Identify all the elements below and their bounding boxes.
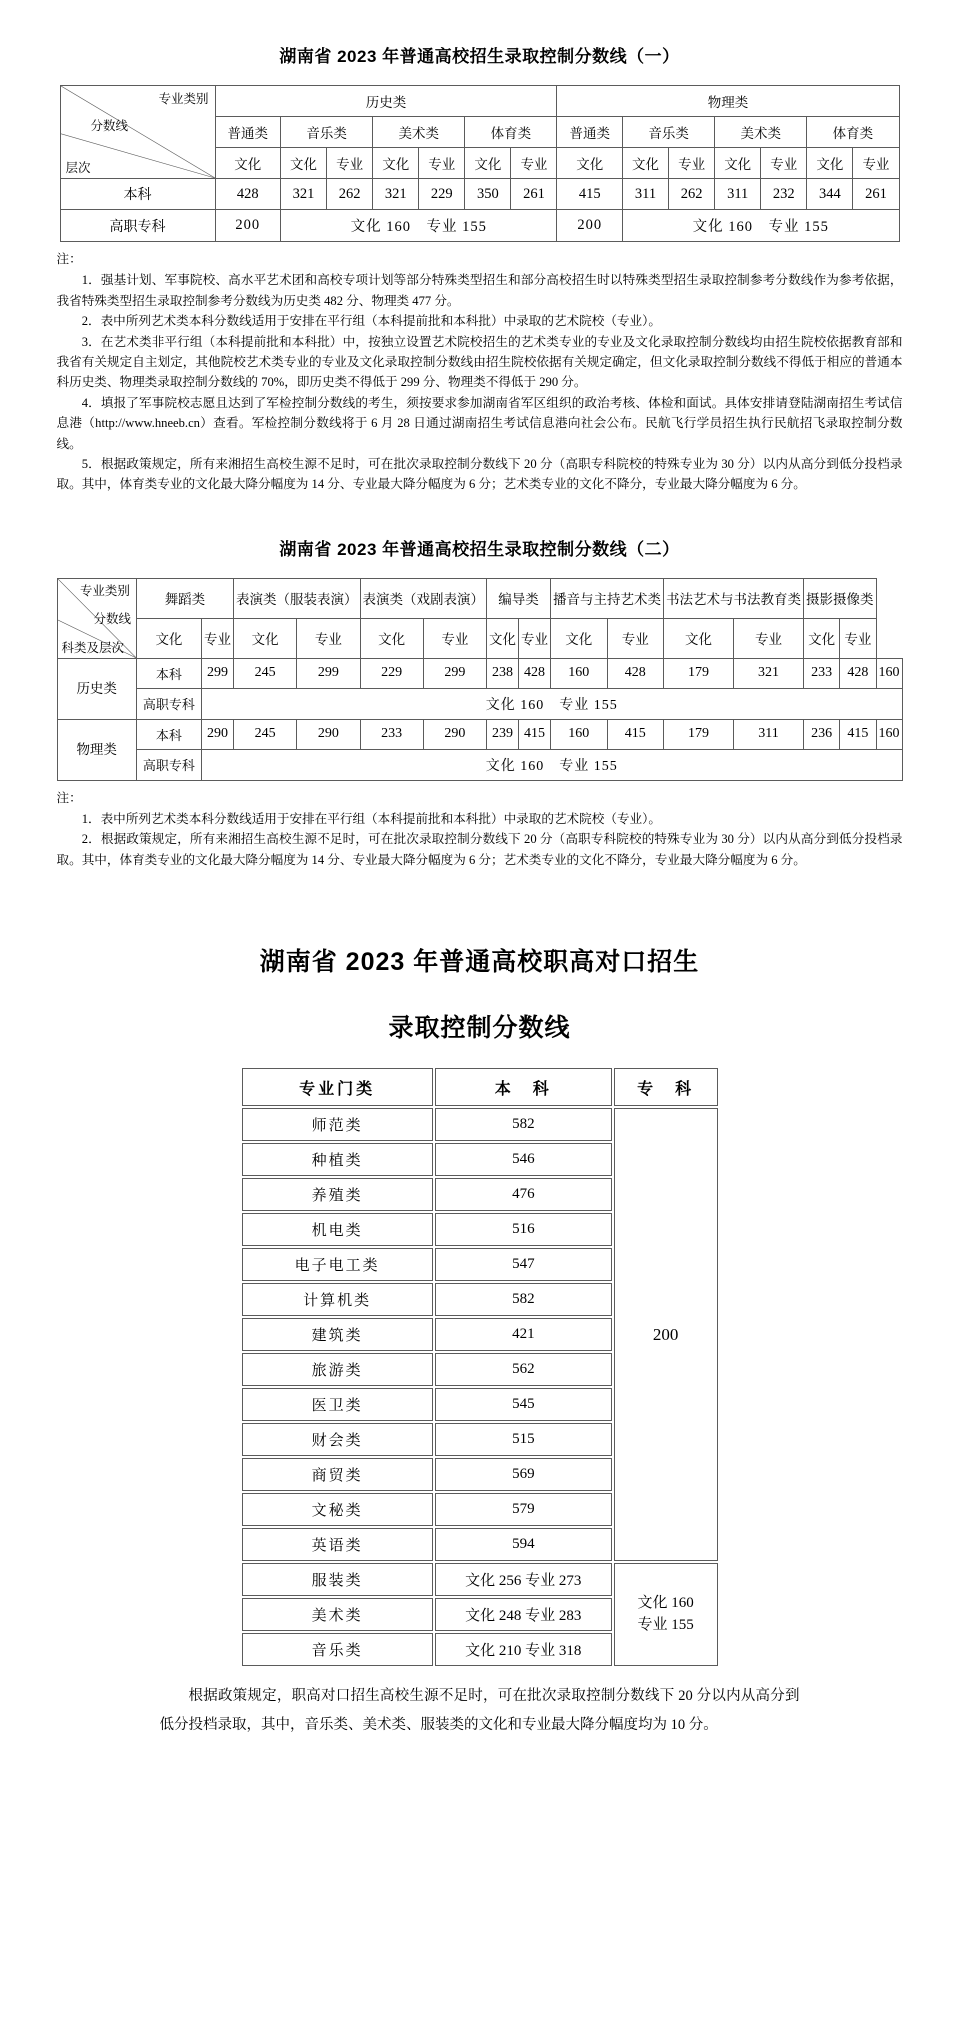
major-category-name: 种植类 (242, 1143, 433, 1176)
table-row (60, 210, 899, 242)
note-item: 4．填报了军事院校志愿且达到了军检控制分数线的考生，须按要求参加湖南省军区组织的政治考核、体检和面试。具体安排请登陆湖南招生考试信息港（http://www.hneeb.cn）查看。军检控制分数线将于 6 月 28 日通过湖南招生考试信息港向社会公布。民航飞行学员招生执行民航招飞录取控制分数线。 (56, 395, 903, 451)
column-subject-header: 专业 (607, 618, 664, 658)
undergraduate-score: 476 (435, 1178, 612, 1211)
score-value: 239 (487, 719, 519, 749)
junior-college-major-score: 专业 155 (637, 1616, 694, 1633)
header-undergraduate: 本 科 (435, 1068, 612, 1106)
note-item: 2．根据政策规定，所有来湘招生高校生源不足时，可在批次录取控制分数线下 20 分（高职专科院校的特殊专业为 30 分）以内从高分到低分投档录取。其中，体育类专业的文化最大降分幅度为 14 分、专业最大降分幅度为 6 分；艺术类专业的文化不降分，专业最大降分幅度为 6 分。 (56, 832, 903, 867)
score-value: 299 (297, 658, 360, 688)
column-subject-header: 专业 (761, 148, 807, 179)
score-value: 428 (215, 179, 281, 210)
table3-final-note (160, 1682, 800, 1740)
column-subject-header: 文化 (281, 148, 327, 179)
score-value: 179 (664, 658, 734, 688)
score-value: 428 (519, 658, 551, 688)
score-value-merged: 200 (557, 210, 623, 242)
row-level-label: 高职专科 (136, 688, 201, 719)
column-subject-header: 文化 (465, 148, 511, 179)
score-value-merged: 文化 160 专业 155 (623, 210, 900, 242)
table-header-row (57, 578, 902, 618)
score-value: 321 (373, 179, 419, 210)
score-value: 160 (551, 658, 608, 688)
score-value: 415 (607, 719, 664, 749)
column-group-header: 书法艺术与书法教育类 (664, 578, 804, 618)
major-category-name: 音乐类 (242, 1633, 433, 1666)
score-value: 245 (234, 658, 297, 688)
score-value: 299 (202, 658, 234, 688)
row-level-label: 本科 (136, 658, 201, 688)
column-subject-header: 专业 (519, 618, 551, 658)
score-value: 344 (807, 179, 853, 210)
table-row (57, 688, 902, 719)
table-row (57, 658, 902, 688)
column-subject-header: 文化 (487, 618, 519, 658)
row-level-label: 本科 (136, 719, 201, 749)
diagonal-header-box (61, 86, 215, 178)
column-subgroup-header: 美术类 (715, 117, 807, 148)
score-value: 415 (557, 179, 623, 210)
corner-label-level: 层次 (65, 161, 91, 175)
undergraduate-score: 562 (435, 1353, 612, 1386)
column-subject-header: 专业 (423, 618, 486, 658)
column-subject-header: 文化 (807, 148, 853, 179)
column-group-header: 表演类（服装表演） (234, 578, 361, 618)
header-major-category: 专业门类 (242, 1068, 433, 1106)
column-subject-header: 专业 (511, 148, 557, 179)
score-value-merged: 文化 160 专业 155 (202, 749, 903, 780)
undergraduate-score: 515 (435, 1423, 612, 1456)
note-item: 3．在艺术类非平行组（本科提前批和本科批）中，按独立设置艺术院校招生的艺术类专业的专业及文化录取控制分数线均由招生院校依据教育部和我省有关规定自主划定，其他院校艺术类专业的专业及文化录取控制分数线由招生院校依据有关规定确定，但文化录取控制分数线不得低于相应的普通本科历史类、物理类录取控制分数线的 70%，即历史类不得低于 299 分、物理类不得低于 290 分。 (56, 334, 903, 390)
score-value: 160 (876, 719, 902, 749)
section-category-label: 物理类 (57, 719, 136, 780)
undergraduate-score: 594 (435, 1528, 612, 1561)
corner-label-major-category: 专业类别 (158, 92, 209, 106)
score-value: 290 (202, 719, 234, 749)
major-category-name: 财会类 (242, 1423, 433, 1456)
note-item: 1．强基计划、军事院校、高水平艺术团和高校专项计划等部分特殊类型招生和部分高校招生时以特殊类型招生录取控制参考分数线作为参考依据，我省特殊类型招生录取控制参考分数线为历史类 482 分、物理类 477 分。 (56, 273, 903, 308)
score-value: 179 (664, 719, 734, 749)
table-row (57, 719, 902, 749)
column-subject-header: 专业 (840, 618, 876, 658)
table-row (57, 749, 902, 780)
undergraduate-score: 文化 210 专业 318 (435, 1633, 612, 1666)
major-category-name: 旅游类 (242, 1353, 433, 1386)
row-level-label: 高职专科 (60, 210, 215, 242)
score-value: 233 (360, 719, 423, 749)
table-row (242, 1108, 718, 1141)
undergraduate-score: 545 (435, 1388, 612, 1421)
major-category-name: 机电类 (242, 1213, 433, 1246)
column-group-header: 历史类 (215, 86, 557, 117)
junior-college-score: 200 (614, 1108, 718, 1561)
major-category-name: 服装类 (242, 1563, 433, 1596)
section-category-label: 历史类 (57, 658, 136, 719)
notes-heading: 注： (56, 790, 82, 805)
table-header-row (57, 618, 902, 658)
column-subject-header: 专业 (734, 618, 804, 658)
note-item: 5．根据政策规定，所有来湘招生高校生源不足时，可在批次录取控制分数线下 20 分（高职专科院校的特殊专业为 30 分）以内从高分到低分投档录取。其中，体育类专业的文化最大降分幅度为 14 分、专业最大降分幅度为 6 分；艺术类专业的文化不降分，专业最大降分幅度为 6 分。 (56, 456, 903, 492)
major-category-name: 电子电工类 (242, 1248, 433, 1281)
score-value: 262 (669, 179, 715, 210)
score-value: 299 (423, 658, 486, 688)
score-value: 160 (551, 719, 608, 749)
column-subgroup-header: 音乐类 (623, 117, 715, 148)
column-group-header: 播音与主持艺术类 (551, 578, 664, 618)
table-row (242, 1563, 718, 1596)
major-category-name: 师范类 (242, 1108, 433, 1141)
score-value: 428 (607, 658, 664, 688)
score-value: 236 (804, 719, 840, 749)
corner-label-major-category: 专业类别 (79, 583, 130, 598)
score-value: 229 (419, 179, 465, 210)
major-category-name: 文秘类 (242, 1493, 433, 1526)
score-value: 232 (761, 179, 807, 210)
junior-college-culture-score: 文化 160 (637, 1595, 694, 1611)
column-subgroup-header: 普通类 (557, 117, 623, 148)
junior-college-score-detail (614, 1563, 718, 1666)
undergraduate-score: 582 (435, 1283, 612, 1316)
column-subgroup-header: 体育类 (465, 117, 557, 148)
table-header-row (60, 86, 899, 117)
score-value: 160 (876, 658, 902, 688)
column-subject-header: 专业 (669, 148, 715, 179)
table2-notes (57, 788, 903, 871)
note-item: 2．表中所列艺术类本科分数线适用于安排在平行组（本科提前批和本科批）中录取的艺术院校（专业）。 (81, 314, 661, 329)
column-subject-header: 文化 (373, 148, 419, 179)
notes-heading: 注： (56, 252, 82, 266)
undergraduate-score: 547 (435, 1248, 612, 1281)
table-header-row (242, 1068, 718, 1106)
column-group-header: 物理类 (557, 86, 899, 117)
score-table-one (60, 85, 900, 242)
undergraduate-score: 文化 248 专业 283 (435, 1598, 612, 1631)
score-value: 311 (734, 719, 804, 749)
row-level-label: 高职专科 (136, 749, 201, 780)
corner-label-level: 科类及层次 (61, 640, 125, 655)
undergraduate-score: 文化 256 专业 273 (435, 1563, 612, 1596)
score-value: 350 (465, 179, 511, 210)
column-subject-header: 文化 (623, 148, 669, 179)
major-category-name: 英语类 (242, 1528, 433, 1561)
column-subgroup-header: 音乐类 (281, 117, 373, 148)
score-value-merged: 200 (215, 210, 281, 242)
column-subgroup-header: 体育类 (807, 117, 899, 148)
column-subject-header: 文化 (804, 618, 840, 658)
column-group-header: 编导类 (487, 578, 551, 618)
score-value-merged: 文化 160 专业 155 (202, 688, 903, 719)
final-note-text: 根据政策规定，职高对口招生高校生源不足时，可在批次录取控制分数线下 20 分以内从高分到低分投档录取，其中，音乐类、美术类、服装类的文化和专业最大降分幅度均为 10 分。 (159, 1688, 800, 1734)
major-category-name: 养殖类 (242, 1178, 433, 1211)
table-corner-header (57, 578, 136, 658)
undergraduate-score: 421 (435, 1318, 612, 1351)
column-group-header: 摄影摄像类 (804, 578, 877, 618)
column-subject-header: 专业 (202, 618, 234, 658)
undergraduate-score: 516 (435, 1213, 612, 1246)
score-value: 415 (840, 719, 876, 749)
undergraduate-score: 579 (435, 1493, 612, 1526)
undergraduate-score: 546 (435, 1143, 612, 1176)
score-value: 428 (840, 658, 876, 688)
table1-title: 湖南省 2023 年普通高校招生录取控制分数线（一） (279, 47, 680, 66)
table-row (60, 179, 899, 210)
column-subject-header: 文化 (136, 618, 201, 658)
score-value: 415 (519, 719, 551, 749)
vocational-score-table (240, 1066, 720, 1668)
score-value: 262 (327, 179, 373, 210)
score-value-merged: 文化 160 专业 155 (281, 210, 557, 242)
major-category-name: 商贸类 (242, 1458, 433, 1491)
column-subject-header: 文化 (557, 148, 623, 179)
column-subject-header: 文化 (664, 618, 734, 658)
column-subject-header: 专业 (419, 148, 465, 179)
score-value: 233 (804, 658, 840, 688)
table2-title: 湖南省 2023 年普通高校招生录取控制分数线（二） (279, 539, 680, 559)
score-value: 261 (511, 179, 557, 210)
table1-notes (57, 249, 903, 495)
score-value: 321 (734, 658, 804, 688)
document-page (0, 42, 959, 1760)
undergraduate-score: 569 (435, 1458, 612, 1491)
column-group-header: 表演类（戏剧表演） (360, 578, 487, 618)
corner-label-score-line: 分数线 (90, 119, 129, 133)
corner-label-score-line: 分数线 (93, 611, 132, 626)
major-category-name: 医卫类 (242, 1388, 433, 1421)
column-subject-header: 专业 (853, 148, 899, 179)
column-subject-header: 文化 (360, 618, 423, 658)
score-value: 229 (360, 658, 423, 688)
score-table-two (57, 578, 903, 781)
table3-title-line1: 湖南省 2023 年普通高校职高对口招生 (259, 948, 700, 977)
column-group-header: 舞蹈类 (136, 578, 233, 618)
score-value: 311 (715, 179, 761, 210)
score-value: 311 (623, 179, 669, 210)
diagonal-header-box (58, 579, 136, 658)
column-subject-header: 文化 (215, 148, 281, 179)
table-corner-header (60, 86, 215, 179)
major-category-name: 美术类 (242, 1598, 433, 1631)
column-subject-header: 专业 (327, 148, 373, 179)
score-value: 245 (234, 719, 297, 749)
major-category-name: 计算机类 (242, 1283, 433, 1316)
row-level-label: 本科 (60, 179, 215, 210)
column-subject-header: 专业 (297, 618, 360, 658)
column-subgroup-header: 普通类 (215, 117, 281, 148)
major-category-name: 建筑类 (242, 1318, 433, 1351)
column-subject-header: 文化 (551, 618, 608, 658)
column-subgroup-header: 美术类 (373, 117, 465, 148)
column-subject-header: 文化 (715, 148, 761, 179)
score-value: 290 (423, 719, 486, 749)
score-value: 261 (853, 179, 899, 210)
score-value: 290 (297, 719, 360, 749)
undergraduate-score: 582 (435, 1108, 612, 1141)
header-junior-college: 专 科 (614, 1068, 718, 1106)
column-subject-header: 文化 (234, 618, 297, 658)
note-item: 1．表中所列艺术类本科分数线适用于安排在平行组（本科提前批和本科批）中录取的艺术院校（专业）。 (81, 812, 661, 827)
score-value: 238 (487, 658, 519, 688)
table3-title-line2: 录取控制分数线 (388, 1014, 571, 1043)
score-value: 321 (281, 179, 327, 210)
